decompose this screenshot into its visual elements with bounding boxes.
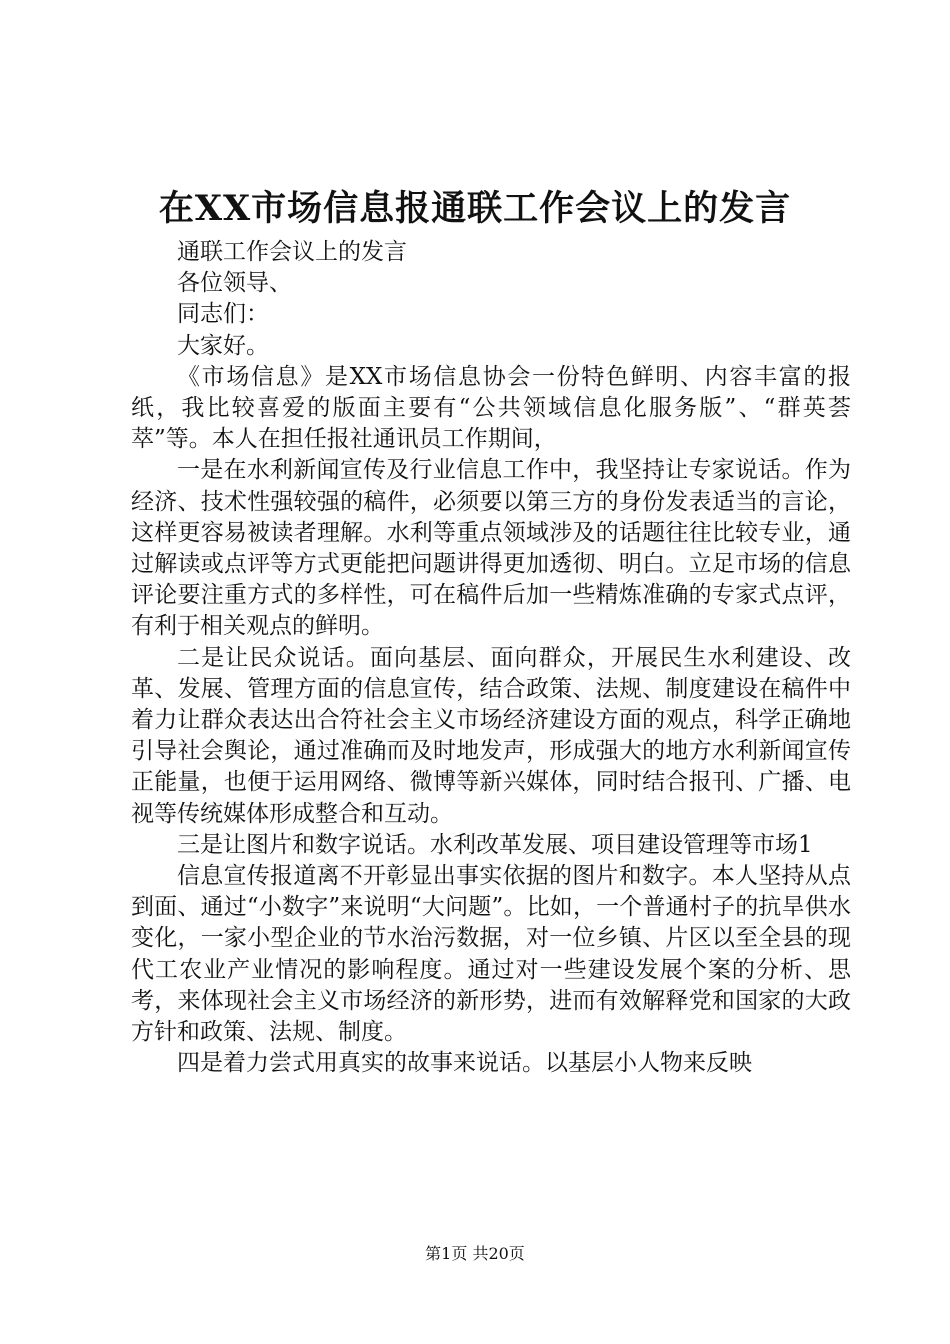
document-body: [131, 237, 851, 1079]
document-title: 在XX市场信息报通联工作会议上的发言: [158, 188, 792, 229]
paragraph-intro: 《市场信息》是XX市场信息协会一份特色鲜明、内容丰富的报纸，我比较喜爱的版面主要有“公共领域信息化服务版”、“群英荟萃”等。本人在担任报社通讯员工作期间，: [131, 363, 851, 453]
paragraph-point-three: 三是让图片和数字说话。水利改革发展、项目建设管理等市场1: [177, 831, 813, 858]
paragraph-salutation-leaders: 各位领导、: [177, 270, 292, 297]
paragraph-greeting: 大家好。: [177, 332, 269, 359]
paragraph-salutation-comrades: 同志们：: [177, 301, 269, 328]
paragraph-point-one: 一是在水利新闻宣传及行业信息工作中，我坚持让专家说话。作为经济、技术性强较强的稿件，必须要以第三方的身份发表适当的言论，这样更容易被读者理解。水利等重点领域涉及的话题往往比较专业，通过解读或点评等方式更能把问题讲得更加透彻、明白。立足市场的信息评论要注重方式的多样性，可在稿件后加一些精炼准确的专家式点评，有利于相关观点的鲜明。: [131, 457, 851, 640]
paragraph-point-four: 四是着力尝式用真实的故事来说话。以基层小人物来反映: [177, 1050, 752, 1077]
paragraph-heading-line: 通联工作会议上的发言: [177, 239, 407, 265]
paragraph-point-two: 二是让民众说话。面向基层、面向群众，开展民生水利建设、改革、发展、管理方面的信息宣传，结合政策、法规、制度建设在稿件中着力让群众表达出合符社会主义市场经济建设方面的观点，科学正确地引导社会舆论，通过准确而及时地发声，形成强大的地方水利新闻宣传正能量，也便于运用网络、微博等新兴媒体，同时结合报刊、广播、电视等传统媒体形成整合和互动。: [131, 644, 851, 827]
paragraph-point-three-continued: 信息宣传报道离不开彰显出事实依据的图片和数字。本人坚持从点到面、通过“小数字”来说明“大问题”。比如，一个普通村子的抗旱供水变化，一家小型企业的节水治污数据，对一位乡镇、片区以至全县的现代工农业产业情况的影响程度。通过对一些建设发展个案的分析、思考，来体现社会主义市场经济的新形势，进而有效解释党和国家的大政方针和政策、法规、制度。: [131, 863, 851, 1046]
page-footer: 第1页 共20页: [425, 1244, 525, 1263]
